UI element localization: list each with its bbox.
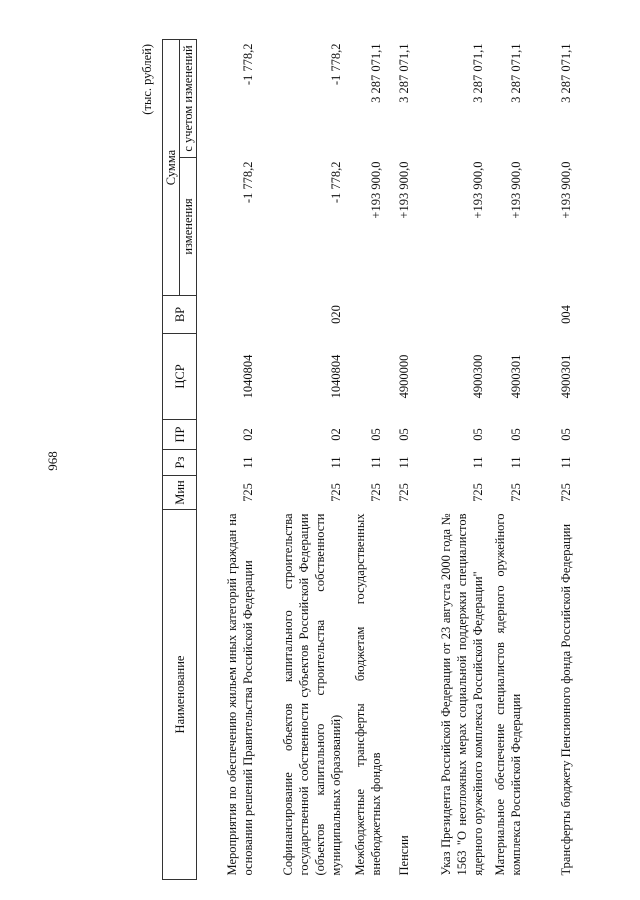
units-label: (тыс. рублей) (140, 44, 154, 115)
header-rz: Рз (163, 450, 197, 476)
cell-vr (197, 296, 259, 334)
cell-change: +193 900,0 (508, 161, 523, 219)
cell-csr: 4900000 (396, 354, 411, 399)
header-min: Мин (163, 476, 197, 510)
cell-pr: 05 (368, 428, 383, 441)
cell-pr: 05 (558, 428, 573, 441)
cell-min: 725 (328, 483, 343, 502)
cell-name: Пенсии (396, 835, 411, 876)
cell-pr: 05 (396, 428, 411, 441)
header-csr: ЦСР (163, 334, 197, 420)
cell-pr: 02 (328, 428, 343, 441)
cell-pr: 02 (240, 428, 255, 441)
header-with-change: с учетом изменений (180, 40, 197, 158)
header-change: изменения (180, 158, 197, 296)
header-vr: ВР (163, 296, 197, 334)
cell-rz: 11 (558, 456, 573, 469)
cell-change: +193 900,0 (558, 161, 573, 219)
page-number: 968 (45, 451, 60, 471)
cell-csr: 4900301 (558, 354, 573, 399)
cell-name: Указ Президента Российской Федерации от 23 августа 2000 года № 1563 "О неотложных мерах социальной поддержки специалистов ядерного оружейного комплекса Российской Федерации" (438, 513, 485, 876)
cell-vr: 004 (558, 305, 573, 324)
cell-rz: 11 (508, 456, 523, 469)
cell-csr (347, 334, 387, 420)
cell-rz: 11 (396, 456, 411, 469)
table-row (197, 40, 259, 880)
cell-rz: 11 (368, 456, 383, 469)
header-name: Наименование (163, 510, 197, 880)
cell-min: 725 (368, 483, 383, 502)
cell-min: 725 (558, 483, 573, 502)
cell-min: 725 (470, 483, 485, 502)
cell-vr (489, 296, 527, 334)
cell-min: 725 (240, 483, 255, 502)
cell-rz: 11 (328, 456, 343, 469)
table-row (415, 40, 489, 880)
rotated-page-content (140, 40, 595, 880)
table-row (489, 40, 527, 880)
cell-name: Материальное обеспечение специалистов ядерного оружейного комплекса Российской Федерации (492, 513, 523, 876)
table-row (527, 40, 577, 880)
cell-vr (387, 296, 415, 334)
cell-change: -1 778,2 (328, 161, 343, 204)
header-pr: ПР (163, 420, 197, 450)
table-row (387, 40, 415, 880)
header-row-1 (163, 40, 180, 880)
cell-name: Трансферты бюджету Пенсионного фонда Российской Федерации (558, 523, 573, 876)
cell-vr (415, 296, 489, 334)
cell-with-change: 3 287 071,1 (470, 43, 485, 103)
table-row (259, 40, 347, 880)
cell-csr: 1040804 (328, 354, 343, 399)
table-row (347, 40, 387, 880)
cell-csr: 4900300 (470, 354, 485, 399)
cell-pr: 05 (470, 428, 485, 441)
cell-name: Межбюджетные трансферты бюджетам государственных внебюджетных фондов (352, 513, 383, 876)
cell-change: +193 900,0 (368, 161, 383, 219)
cell-min: 725 (396, 483, 411, 502)
cell-with-change: -1 778,2 (240, 43, 255, 86)
cell-change: +193 900,0 (470, 161, 485, 219)
cell-with-change: -1 778,2 (328, 43, 343, 86)
cell-with-change: 3 287 071,1 (368, 43, 383, 103)
cell-rz: 11 (240, 456, 255, 469)
cell-pr: 05 (508, 428, 523, 441)
cell-min: 725 (508, 483, 523, 502)
cell-change: +193 900,0 (396, 161, 411, 219)
cell-name: Мероприятия по обеспечению жильем иных категорий граждан на основании решений Правительства Российской Федерации (224, 513, 255, 876)
cell-csr: 1040804 (240, 354, 255, 399)
cell-change: -1 778,2 (240, 161, 255, 204)
cell-csr: 4900301 (508, 354, 523, 399)
cell-vr (347, 296, 387, 334)
cell-vr: 020 (328, 305, 343, 324)
cell-rz: 11 (470, 456, 485, 469)
cell-name: Софинансирование объектов капитального строительства государственной собственности субъектов Российской Федерации (объектов капитального строительства собственности муниципальных образований) (280, 513, 343, 876)
table-body (197, 40, 577, 880)
cell-with-change: 3 287 071,1 (508, 43, 523, 103)
cell-with-change: 3 287 071,1 (396, 43, 411, 103)
cell-with-change: 3 287 071,1 (558, 43, 573, 103)
header-sum: Сумма (163, 40, 180, 296)
budget-table (162, 39, 577, 880)
